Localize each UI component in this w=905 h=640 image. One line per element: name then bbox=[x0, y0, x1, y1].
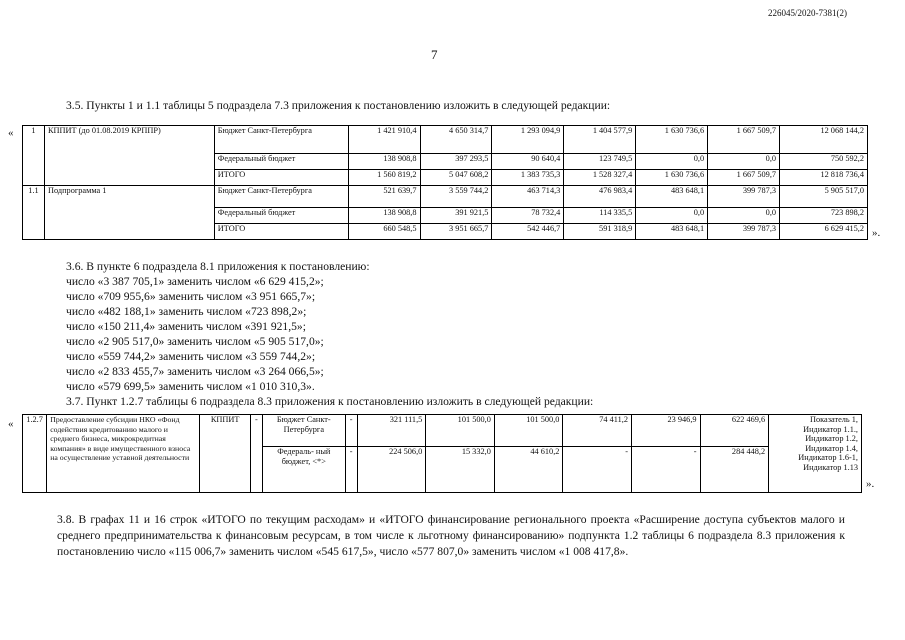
table-cell: 0,0 bbox=[636, 154, 708, 170]
table-cell: 660 548,5 bbox=[348, 224, 420, 240]
table-cell: 1 383 735,3 bbox=[492, 170, 564, 186]
table-cell: 622 469,6 bbox=[700, 415, 769, 447]
table-cell: 0,0 bbox=[636, 208, 708, 224]
row-name: КППИТ (до 01.08.2019 КРППР) bbox=[44, 126, 214, 186]
open-quote: « bbox=[8, 127, 14, 139]
indicators: Показатель 1, Индикатор 1.1., Индикатор 1.2, Индикатор 1.4, Индикатор 1.6-1, Индикатор 1.13 bbox=[769, 415, 862, 493]
table-cell: 284 448,2 bbox=[700, 447, 769, 493]
table-cell: 1 667 509,7 bbox=[708, 126, 780, 154]
table-cell: 90 640,4 bbox=[492, 154, 564, 170]
replacement-line: число «2 905 517,0» заменить числом «5 905 517,0»; bbox=[66, 335, 324, 348]
row-number: 1 bbox=[23, 126, 45, 186]
table-cell: 138 908,8 bbox=[348, 208, 420, 224]
dash-cell: - bbox=[345, 415, 357, 447]
table-cell: 1 293 094,9 bbox=[492, 126, 564, 154]
table-cell: 114 335,5 bbox=[564, 208, 636, 224]
funding-source: ИТОГО bbox=[214, 170, 348, 186]
table-cell: 483 648,1 bbox=[636, 186, 708, 208]
table-row bbox=[23, 415, 862, 447]
row-name: Подпрограмма 1 bbox=[44, 186, 214, 240]
funding-source: Бюджет Санкт-Петербурга bbox=[262, 415, 345, 447]
replacement-line: число «559 744,2» заменить числом «3 559 744,2»; bbox=[66, 350, 316, 363]
table-cell: 1 560 819,2 bbox=[348, 170, 420, 186]
funding-source: Федеральный бюджет bbox=[214, 208, 348, 224]
table-cell: 1 404 577,9 bbox=[564, 126, 636, 154]
table-cell: 3 951 665,7 bbox=[420, 224, 492, 240]
section-3-7-text: 3.7. Пункт 1.2.7 таблицы 6 подраздела 8.3 приложения к постановлению изложить в следующей редакции: bbox=[66, 395, 594, 408]
close-quote: ». bbox=[872, 227, 881, 239]
table-cell: 4 650 314,7 bbox=[420, 126, 492, 154]
funding-source: Федеральный бюджет bbox=[214, 154, 348, 170]
table-cell: 0,0 bbox=[708, 208, 780, 224]
table-cell: 0,0 bbox=[708, 154, 780, 170]
table-cell: 6 629 415,2 bbox=[780, 224, 868, 240]
funding-source: Бюджет Санкт-Петербурга bbox=[214, 186, 348, 208]
close-quote: ». bbox=[866, 478, 875, 490]
table-cell: 1 421 910,4 bbox=[348, 126, 420, 154]
table-cell: 321 111,5 bbox=[357, 415, 426, 447]
table-cell: 101 500,0 bbox=[494, 415, 563, 447]
table-cell: 74 411,2 bbox=[563, 415, 632, 447]
table-cell: 399 787,3 bbox=[708, 186, 780, 208]
replacement-line: число «2 833 455,7» заменить числом «3 264 066,5»; bbox=[66, 365, 324, 378]
funding-source: Федераль- ный бюджет, <*> bbox=[262, 447, 345, 493]
table-cell: 78 732,4 bbox=[492, 208, 564, 224]
replacement-line: число «709 955,6» заменить числом «3 951 665,7»; bbox=[66, 290, 316, 303]
replacement-line: число «482 188,1» заменить числом «723 898,2»; bbox=[66, 305, 307, 318]
table-row bbox=[23, 186, 868, 208]
table-cell: 1 630 736,6 bbox=[636, 170, 708, 186]
table-cell: 463 714,3 bbox=[492, 186, 564, 208]
row-number: 1.2.7 bbox=[23, 415, 47, 493]
table-cell: 723 898,2 bbox=[780, 208, 868, 224]
table-cell: 1 667 509,7 bbox=[708, 170, 780, 186]
section-3-8-text: 3.8. В графах 11 и 16 строк «ИТОГО по текущим расходам» и «ИТОГО финансирование регионального проекта «Расширение доступа субъектов малого и среднего предпринимательства к финансовым ресурсам, в том числе к льготному финансированию» подпункта 1.2 таблицы 6 подраздела 8.3 приложения к постановлению число «115 006,7» заменить числом «545 617,5», число «577 807,0» заменить числом «1 008 417,8». bbox=[57, 513, 845, 558]
table-cell: 521 639,7 bbox=[348, 186, 420, 208]
table-cell: 1 528 327,4 bbox=[564, 170, 636, 186]
replacement-line: число «579 699,5» заменить числом «1 010 310,3». bbox=[66, 380, 315, 393]
table-cell: 5 047 608,2 bbox=[420, 170, 492, 186]
row-name: Предоставление субсидии НКО «Фонд содействия кредитованию малого и среднего бизнеса, микрокредитная компания» в виде имущественного взноса на осуществление уставной деятельности bbox=[47, 415, 200, 493]
table-cell: 542 446,7 bbox=[492, 224, 564, 240]
table-cell: 101 500,0 bbox=[426, 415, 495, 447]
table-cell: 12 818 736,4 bbox=[780, 170, 868, 186]
table-cell: - bbox=[563, 447, 632, 493]
dash-cell: - bbox=[345, 447, 357, 493]
table-cell: 12 068 144,2 bbox=[780, 126, 868, 154]
table-cell: 391 921,5 bbox=[420, 208, 492, 224]
dash-cell: - bbox=[250, 415, 262, 493]
row-number: 1.1 bbox=[23, 186, 45, 240]
table-cell: 750 592,2 bbox=[780, 154, 868, 170]
table-cell: 23 946,9 bbox=[631, 415, 700, 447]
table-cell: 15 332,0 bbox=[426, 447, 495, 493]
table-cell: 591 318,9 bbox=[564, 224, 636, 240]
table-cell: 1 630 736,6 bbox=[636, 126, 708, 154]
table-cell: 224 506,0 bbox=[357, 447, 426, 493]
open-quote: « bbox=[8, 418, 14, 430]
executor: КППИТ bbox=[200, 415, 250, 493]
table-6-excerpt bbox=[22, 414, 862, 493]
table-5-excerpt bbox=[22, 125, 868, 240]
table-cell: 399 787,3 bbox=[708, 224, 780, 240]
table-cell: 123 749,5 bbox=[564, 154, 636, 170]
table-cell: 476 983,4 bbox=[564, 186, 636, 208]
table-cell: 138 908,8 bbox=[348, 154, 420, 170]
document-number: 226045/2020-7381(2) bbox=[768, 8, 847, 18]
table-cell: 44 610,2 bbox=[494, 447, 563, 493]
section-3-6-heading: 3.6. В пункте 6 подраздела 8.1 приложения к постановлению: bbox=[66, 260, 370, 273]
funding-source: Бюджет Санкт-Петербурга bbox=[214, 126, 348, 154]
funding-source: ИТОГО bbox=[214, 224, 348, 240]
table-row bbox=[23, 126, 868, 154]
table-cell: 5 905 517,0 bbox=[780, 186, 868, 208]
table-cell: 3 559 744,2 bbox=[420, 186, 492, 208]
table-cell: - bbox=[631, 447, 700, 493]
table-cell: 397 293,5 bbox=[420, 154, 492, 170]
page-number: 7 bbox=[431, 47, 438, 62]
replacement-line: число «150 211,4» заменить числом «391 921,5»; bbox=[66, 320, 306, 333]
table-cell: 483 648,1 bbox=[636, 224, 708, 240]
replacement-line: число «3 387 705,1» заменить числом «6 629 415,2»; bbox=[66, 275, 324, 288]
section-3-5-text: 3.5. Пункты 1 и 1.1 таблицы 5 подраздела 7.3 приложения к постановлению изложить в следующей редакции: bbox=[66, 99, 611, 112]
